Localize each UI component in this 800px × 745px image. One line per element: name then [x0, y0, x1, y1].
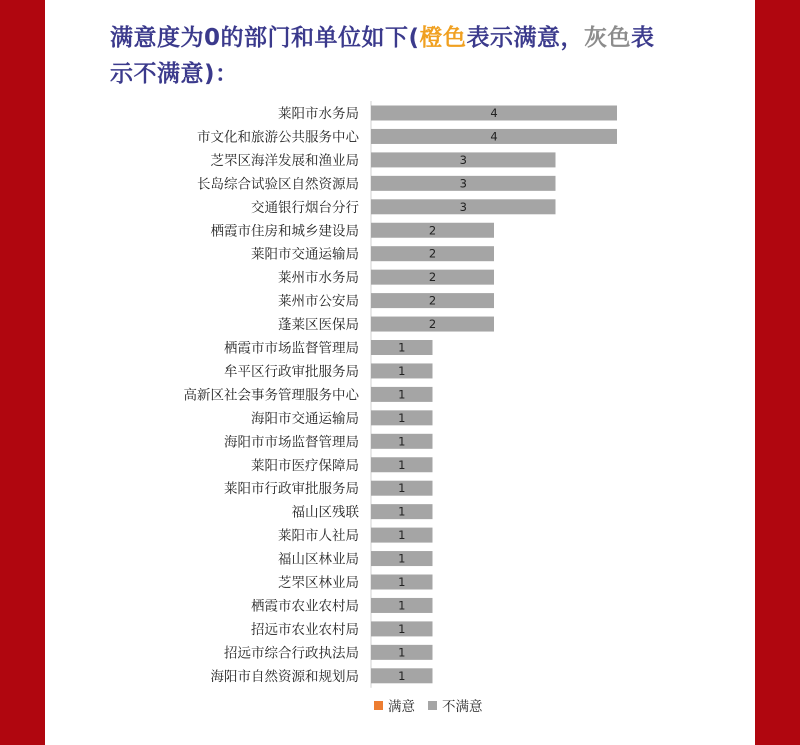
- data-label: 3: [459, 176, 467, 191]
- title-orange: 橙色: [419, 25, 467, 51]
- legend-label-unsatisfied: 不满意: [442, 699, 483, 715]
- category-label: 栖霞市住房和城乡建设局: [210, 223, 359, 240]
- title-part2: 表示满意，: [466, 25, 585, 51]
- data-label: 4: [490, 106, 498, 120]
- data-label: 2: [428, 246, 437, 261]
- category-label: 莱州市公安局: [278, 293, 359, 310]
- category-label: 蓬莱区医保局: [278, 317, 359, 334]
- category-label: 福山区残联: [291, 504, 359, 521]
- data-label: 1: [398, 528, 406, 543]
- category-label: 牟平区行政审批服务局: [224, 363, 359, 380]
- data-label: 1: [398, 645, 406, 660]
- category-label: 莱阳市水务局: [278, 106, 359, 122]
- category-label: 长岛综合试验区自然资源局: [197, 176, 359, 193]
- category-label: 芝罘区林业局: [278, 575, 359, 591]
- category-label: 招远市综合行政执法局: [224, 645, 359, 662]
- title-gray: 灰色: [584, 25, 632, 51]
- data-label: 1: [398, 387, 406, 402]
- data-label: 2: [428, 293, 437, 308]
- data-label: 4: [490, 129, 498, 144]
- category-label: 市文化和旅游公共服务中心: [197, 129, 359, 146]
- data-label: 2: [428, 317, 437, 332]
- data-label: 1: [398, 668, 406, 683]
- title-part1: 满意度为0的部门和单位如下(: [110, 25, 420, 51]
- data-label: 1: [398, 621, 406, 636]
- data-label: 3: [459, 152, 467, 167]
- data-label: 1: [398, 340, 406, 355]
- data-label: 1: [398, 434, 406, 449]
- category-label: 海阳市自然资源和规划局: [210, 668, 359, 685]
- category-label: 栖霞市农业农村局: [251, 598, 359, 615]
- category-label: 海阳市市场监督管理局: [224, 434, 359, 451]
- category-label: 招远市农业农村局: [251, 621, 359, 638]
- category-label: 海阳市交通运输局: [251, 410, 359, 427]
- category-label: 栖霞市市场监督管理局: [224, 340, 359, 357]
- data-label: 2: [428, 223, 437, 238]
- data-label: 1: [398, 481, 406, 496]
- category-label: 莱阳市行政审批服务局: [224, 481, 359, 498]
- data-label: 1: [398, 551, 406, 566]
- category-label: 福山区林业局: [278, 551, 359, 568]
- category-label: 莱阳市医疗保障局: [251, 457, 359, 474]
- title-part3: 表示不满意)：: [110, 25, 655, 87]
- category-label: 高新区社会事务管理服务中心: [183, 387, 359, 404]
- data-label: 1: [398, 410, 406, 425]
- data-label: 1: [398, 457, 406, 472]
- legend-swatch-unsatisfied: [428, 701, 437, 710]
- data-label: 1: [398, 575, 406, 589]
- data-label: 2: [428, 270, 437, 285]
- data-label: 3: [459, 199, 467, 214]
- legend-swatch-satisfied: [374, 701, 383, 710]
- category-label: 莱阳市交通运输局: [251, 246, 359, 263]
- data-label: 1: [398, 598, 406, 613]
- category-label: 芝罘区海洋发展和渔业局: [210, 152, 359, 169]
- legend-label-satisfied: 满意: [388, 699, 415, 715]
- data-label: 1: [398, 363, 406, 378]
- category-label: 莱州市水务局: [278, 270, 359, 287]
- category-label: 交通银行烟台分行: [251, 199, 359, 216]
- data-label: 1: [398, 504, 406, 519]
- category-label: 莱阳市人社局: [278, 528, 359, 545]
